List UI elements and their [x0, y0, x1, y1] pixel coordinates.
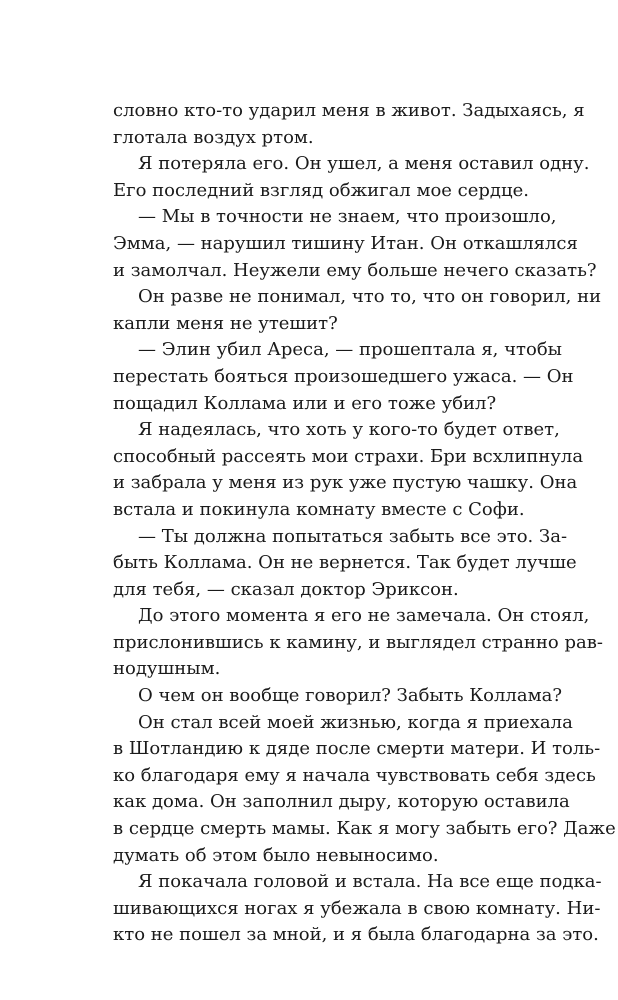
text-line: глотала воздух ртом.	[113, 126, 314, 148]
text-line: капли меня не утешит?	[113, 312, 338, 334]
text-line: шивающихся ногах я убежала в свою комнату. Ни-	[113, 897, 601, 919]
text-line: пощадил Коллама или и его тоже убил?	[113, 392, 497, 414]
text-line: — Элин убил Ареса, — прошептала я, чтобы	[138, 339, 562, 361]
text-line: Он разве не понимал, что то, что он говорил, ни	[138, 286, 602, 308]
text-line: словно кто-то ударил меня в живот. Задыхаясь, я	[113, 100, 585, 121]
text-line: быть Коллама. Он не вернется. Так будет лучше	[113, 552, 577, 574]
text-line: Он стал всей моей жизнью, когда я приехала	[138, 711, 573, 733]
text-line: способный рассеять мои страхи. Бри всхлипнула	[113, 445, 584, 467]
text-line: прислонившись к камину, и выглядел странно рав-	[113, 631, 603, 653]
text-line: Эмма, — нарушил тишину Итан. Он откашлялся	[113, 232, 578, 254]
text-line: — Ты должна попытаться забыть все это. За-	[138, 525, 568, 547]
text-line: Я покачала головой и встала. На все еще подка-	[138, 871, 602, 893]
text-line: думать об этом было невыносимо.	[113, 844, 439, 866]
text-line: кто не пошел за мной, и я была благодарна за это.	[113, 924, 599, 946]
text-line: ко благодаря ему я начала чувствовать себя здесь	[113, 764, 596, 786]
text-line: в Шотландию к дяде после смерти матери. И толь-	[113, 738, 601, 760]
text-line: в сердце смерть мамы. Как я могу забыть его? Даже	[113, 818, 616, 840]
text-line: и забрала у меня из рук уже пустую чашку. Она	[113, 472, 578, 494]
text-line: Я надеялась, что хоть у кого-то будет ответ,	[138, 419, 560, 441]
text-line: — Мы в точности не знаем, что произошло,	[138, 206, 557, 228]
text-line: как дома. Он заполнил дыру, которую оставила	[113, 791, 570, 813]
text-line: и замолчал. Неужели ему больше нечего сказать?	[113, 259, 597, 281]
body-text	[113, 98, 616, 949]
text-line: нодушным.	[113, 658, 221, 680]
text-line: перестать бояться произошедшего ужаса. — Он	[113, 365, 574, 387]
text-line: для тебя, — сказал доктор Эриксон.	[113, 578, 459, 600]
text-line: До этого момента я его не замечала. Он стоял,	[138, 605, 590, 627]
text-line: встала и покинула комнату вместе с Софи.	[113, 498, 525, 520]
text-line: Я потеряла его. Он ушел, а меня оставил одну.	[138, 153, 590, 175]
text-line: О чем он вообще говорил? Забыть Коллама?	[138, 685, 562, 707]
text-line: Его последний взгляд обжигал мое сердце.	[113, 179, 529, 201]
